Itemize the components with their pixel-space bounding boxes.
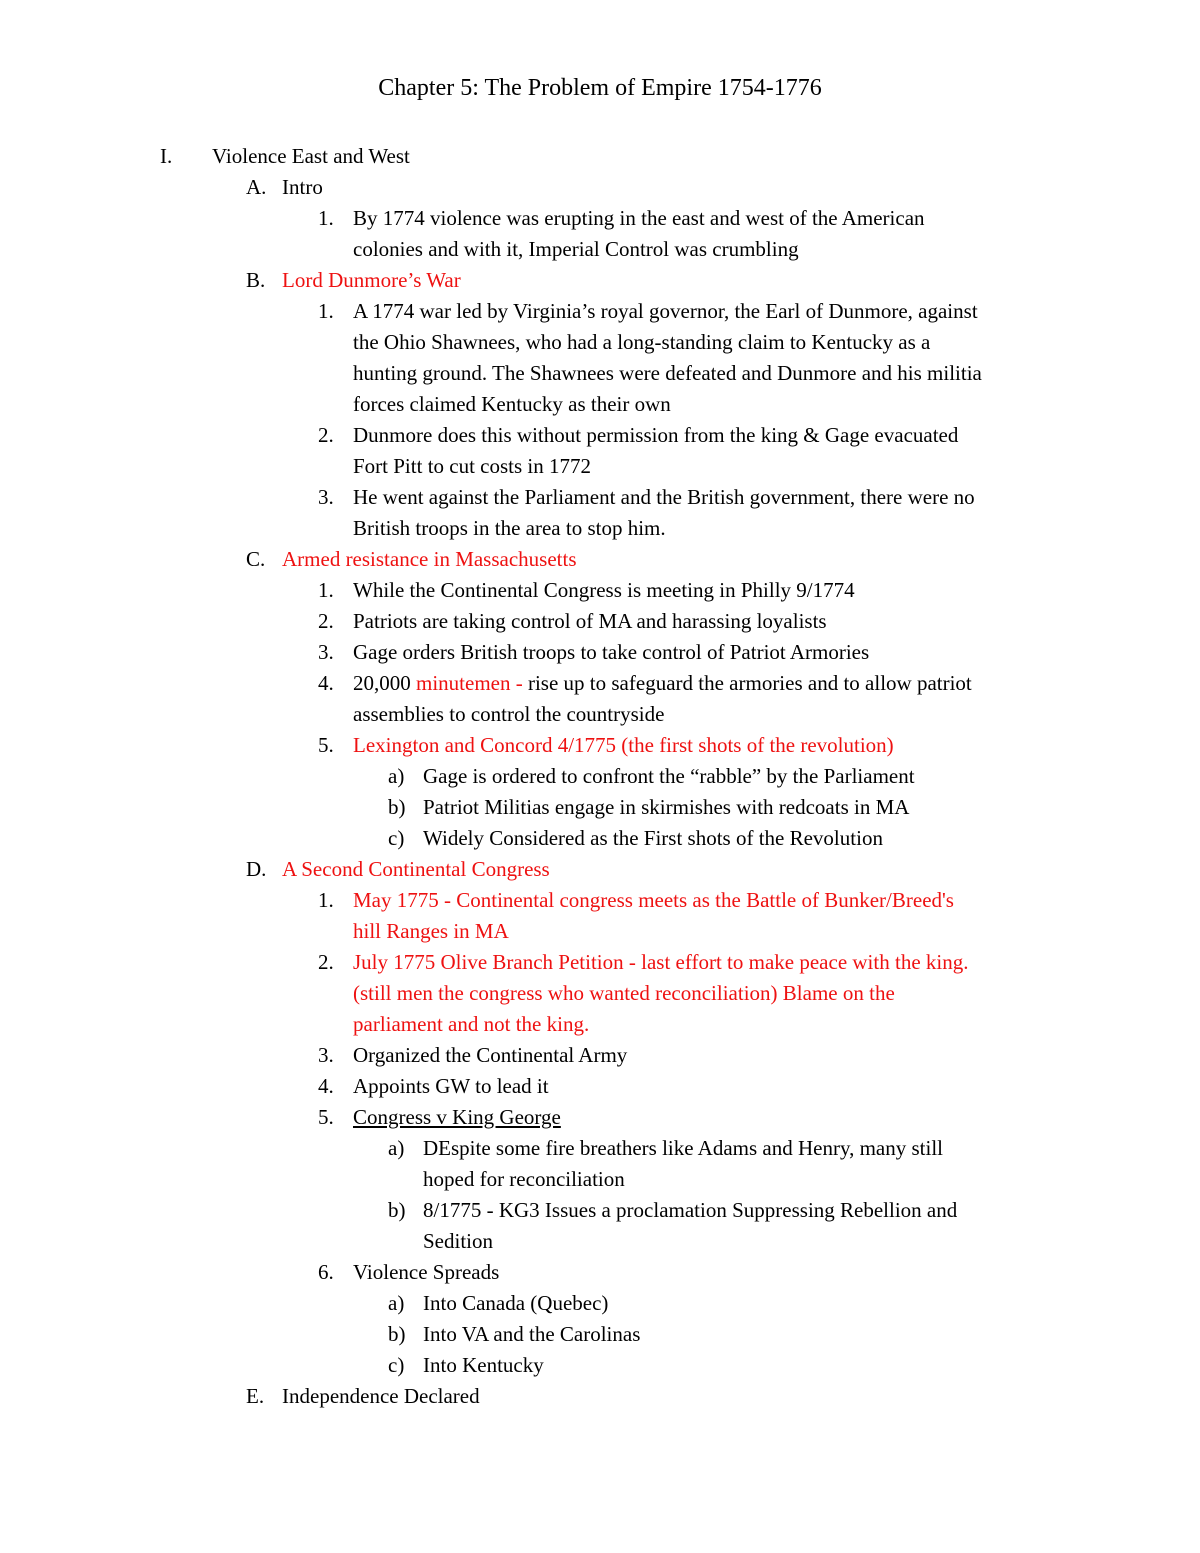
- subsection-heading: Independence Declared: [282, 1384, 480, 1408]
- number-marker: 3.: [318, 1043, 334, 1067]
- sub-item-text: Widely Considered as the First shots of the Revolution: [423, 826, 883, 850]
- number-marker: 2.: [318, 423, 334, 447]
- roman-marker: I.: [160, 144, 173, 168]
- number-marker: 5.: [318, 1105, 334, 1129]
- sub-marker: a): [388, 1136, 405, 1160]
- sub-item-text: Gage is ordered to confront the “rabble” by the Parliament: [423, 764, 915, 788]
- number-marker: 2.: [318, 950, 334, 974]
- sub-item-text: Patriot Militias engage in skirmishes with redcoats in MA: [423, 795, 910, 819]
- number-marker: 1.: [318, 206, 334, 230]
- sub-item-text: 8/1775 - KG3 Issues a proclamation Suppressing Rebellion and: [423, 1198, 958, 1222]
- page-title: Chapter 5: The Problem of Empire 1754-1776: [378, 75, 822, 101]
- letter-marker: E.: [246, 1384, 265, 1408]
- list-item-text: forces claimed Kentucky as their own: [353, 392, 671, 416]
- list-item-text: parliament and not the king.: [353, 1012, 590, 1036]
- text-run: 20,000: [353, 671, 416, 695]
- list-item-text: Fort Pitt to cut costs in 1772: [353, 454, 592, 478]
- list-item-text: [353, 668, 972, 699]
- sub-marker: b): [388, 1322, 406, 1346]
- number-marker: 3.: [318, 640, 334, 664]
- sub-marker: c): [388, 1353, 405, 1377]
- list-item-text: hunting ground. The Shawnees were defeated and Dunmore and his militia: [353, 361, 982, 385]
- section-heading: Violence East and West: [212, 144, 410, 168]
- list-item-text: Congress v King George: [353, 1105, 561, 1129]
- list-item-text: Dunmore does this without permission from the king & Gage evacuated: [353, 423, 959, 447]
- subsection-heading: Lord Dunmore’s War: [282, 268, 461, 292]
- number-marker: 3.: [318, 485, 334, 509]
- sub-marker: a): [388, 764, 405, 788]
- letter-marker: D.: [246, 857, 267, 881]
- list-item-text: Violence Spreads: [353, 1260, 500, 1284]
- list-item-text: the Ohio Shawnees, who had a long-standing claim to Kentucky as a: [353, 330, 931, 354]
- number-marker: 6.: [318, 1260, 334, 1284]
- list-item-text: colonies and with it, Imperial Control was crumbling: [353, 237, 799, 261]
- sub-item-text: Into Canada (Quebec): [423, 1291, 609, 1315]
- sub-item-text: DEspite some fire breathers like Adams and Henry, many still: [423, 1136, 944, 1160]
- list-item-text: A 1774 war led by Virginia’s royal governor, the Earl of Dunmore, against: [353, 299, 978, 323]
- number-marker: 1.: [318, 888, 334, 912]
- sub-item-text: Into VA and the Carolinas: [423, 1322, 641, 1346]
- list-item-text: By 1774 violence was erupting in the east and west of the American: [353, 206, 925, 230]
- sub-item-text: Into Kentucky: [423, 1353, 544, 1377]
- key-term: minutemen -: [416, 671, 528, 695]
- number-marker: 1.: [318, 578, 334, 602]
- list-item-text: hill Ranges in MA: [353, 919, 509, 943]
- number-marker: 4.: [318, 1074, 334, 1098]
- sub-marker: a): [388, 1291, 405, 1315]
- list-item-text: (still men the congress who wanted reconciliation) Blame on the: [353, 981, 895, 1005]
- subsection-heading: Intro: [282, 175, 323, 199]
- list-item-text: Organized the Continental Army: [353, 1043, 628, 1067]
- list-item-text: British troops in the area to stop him.: [353, 516, 666, 540]
- letter-marker: A.: [246, 175, 267, 199]
- number-marker: 2.: [318, 609, 334, 633]
- number-marker: 4.: [318, 671, 334, 695]
- list-item-text: He went against the Parliament and the British government, there were no: [353, 485, 975, 509]
- number-marker: 1.: [318, 299, 334, 323]
- subsection-heading: A Second Continental Congress: [282, 857, 550, 881]
- list-item-text: Lexington and Concord 4/1775 (the first shots of the revolution): [353, 733, 894, 757]
- list-item-text: Patriots are taking control of MA and harassing loyalists: [353, 609, 827, 633]
- subsection-heading: Armed resistance in Massachusetts: [282, 547, 577, 571]
- sub-item-text: Sedition: [423, 1229, 494, 1253]
- text-run: rise up to safeguard the armories and to allow patriot: [527, 671, 972, 695]
- sub-marker: c): [388, 826, 405, 850]
- letter-marker: C.: [246, 547, 266, 571]
- sub-item-text: hoped for reconciliation: [423, 1167, 625, 1191]
- list-item-text: While the Continental Congress is meeting in Philly 9/1774: [353, 578, 855, 602]
- list-item-text: assemblies to control the countryside: [353, 702, 665, 726]
- list-item-text: Appoints GW to lead it: [353, 1074, 549, 1098]
- sub-marker: b): [388, 795, 406, 819]
- sub-marker: b): [388, 1198, 406, 1222]
- list-item-text: May 1775 - Continental congress meets as the Battle of Bunker/Breed's: [353, 888, 954, 912]
- letter-marker: B.: [246, 268, 266, 292]
- list-item-text: July 1775 Olive Branch Petition - last effort to make peace with the king.: [353, 950, 969, 974]
- list-item-text: Gage orders British troops to take control of Patriot Armories: [353, 640, 870, 664]
- number-marker: 5.: [318, 733, 334, 757]
